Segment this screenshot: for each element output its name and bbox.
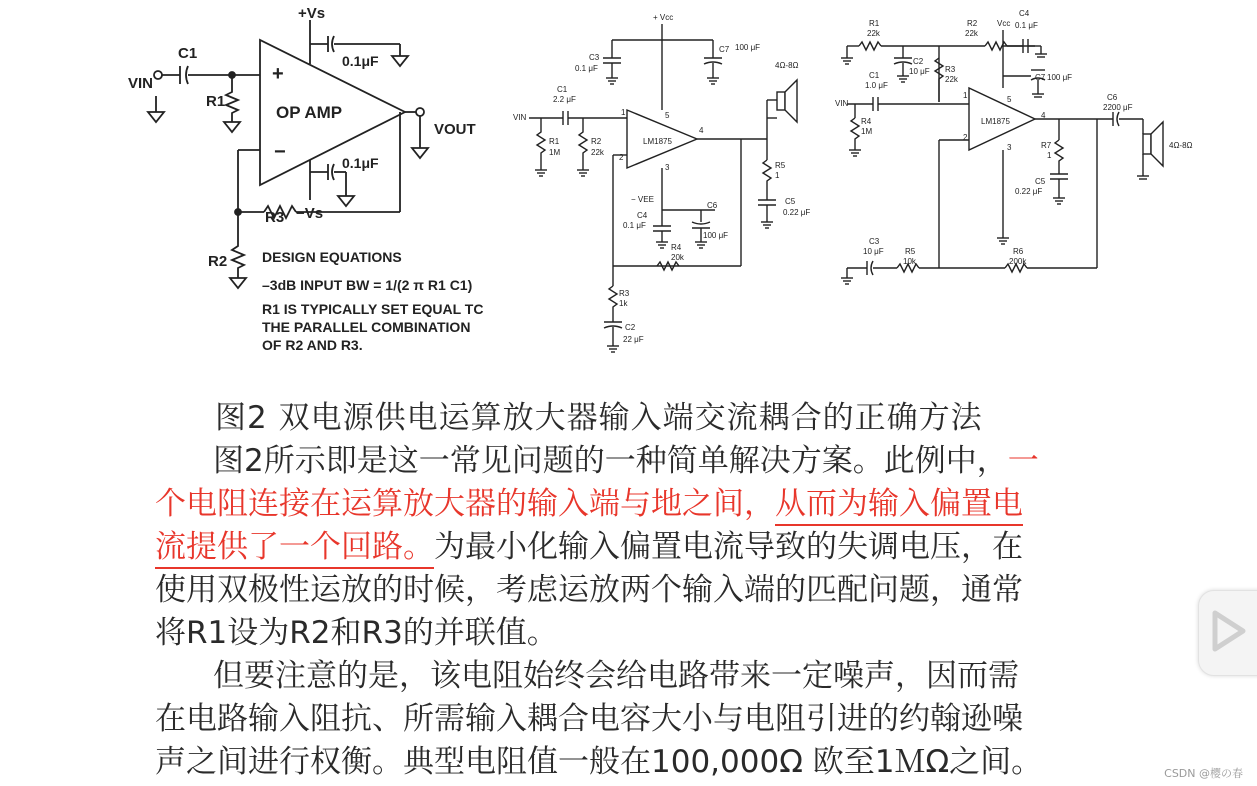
r3-label: R3 [945, 65, 956, 74]
para1-line1-highlight: 一 [1007, 443, 1039, 479]
c7-label: C7 [1035, 73, 1046, 82]
video-play-button[interactable] [1198, 590, 1257, 676]
r4-value: 20k [671, 253, 684, 262]
para1-line2-highlight: 个电阻连接在运算放大器的输入端与地之间， [155, 486, 775, 522]
c4-label: C4 [1019, 9, 1030, 18]
r4-label: R4 [861, 117, 872, 126]
eq-line1: –3dB INPUT BW = 1/(2 π R1 C1) [262, 277, 473, 293]
speaker-label: 4Ω-8Ω [775, 61, 799, 70]
vee-label: − VEE [631, 195, 654, 204]
r4-label: R4 [671, 243, 682, 252]
pin1: 1 [621, 108, 626, 117]
c4-value: 0.1 μF [623, 221, 646, 230]
r1-value: 1M [549, 148, 561, 157]
para1-line3-text: 为最小化输入偏置电流导致的失调电压，在 [434, 529, 1023, 565]
circuit-diagram-lm1875-single-supply [835, 0, 1195, 300]
circuit-diagram-lm1875-split-supply [505, 0, 825, 370]
c5-value: 0.22 μF [1015, 187, 1043, 196]
r1-label: R1 [869, 19, 880, 28]
r4-value: 1M [861, 127, 873, 136]
c6-label: C6 [1107, 93, 1118, 102]
c6-label: C6 [707, 201, 718, 210]
c3-value: 10 μF [863, 247, 884, 256]
r7-value: 1 [1047, 151, 1052, 160]
vout-label: VOUT [434, 121, 476, 138]
plus-sign: + [272, 63, 284, 85]
pin2: 2 [963, 133, 968, 142]
pin4: 4 [1041, 111, 1046, 120]
r7-label: R7 [1041, 141, 1052, 150]
c3-label: C3 [589, 53, 600, 62]
c2-value: 22 μF [623, 335, 644, 344]
para2-line1 [155, 655, 1155, 698]
pin2: 2 [619, 153, 624, 162]
r3-label: R3 [619, 289, 630, 298]
opamp-label: OP AMP [276, 103, 343, 122]
para1-line3-underlined: 流提供了一个回路。 [155, 529, 434, 569]
pin5: 5 [1007, 95, 1012, 104]
r5-value: 1 [775, 171, 780, 180]
c5-label: C5 [785, 197, 796, 206]
r1-value: 22k [867, 29, 880, 38]
vin-label: VIN [128, 75, 154, 92]
r6-value: 200k [1009, 257, 1027, 266]
speaker-label: 4Ω-8Ω [1169, 141, 1193, 150]
circuit-diagram-opamp-ac-coupling [120, 0, 520, 360]
vs-minus-label: −Vs [296, 205, 324, 222]
r5-value: 10k [903, 257, 916, 266]
c7-label: C7 [719, 45, 730, 54]
c2-value: 10 μF [909, 67, 930, 76]
r3-label: R3 [265, 209, 285, 226]
c7-value: 100 μF [735, 43, 761, 52]
eq-title: DESIGN EQUATIONS [262, 249, 402, 265]
eq-line4: OF R2 AND R3. [262, 337, 363, 353]
pin3: 3 [1007, 143, 1012, 152]
r2-label: R2 [208, 253, 228, 270]
vcc-label: Vcc [997, 19, 1011, 28]
play-icon [1209, 609, 1249, 653]
para1-line2 [155, 483, 1155, 526]
para2-line1-text: 但要注意的是，该电阻始终会给电路带来一定噪声，因而需 [213, 658, 1019, 694]
r3-value: 1k [619, 299, 628, 308]
c6-value: 2200 μF [1103, 103, 1133, 112]
c4-value: 0.1 μF [1015, 21, 1038, 30]
vin-label: VIN [513, 113, 527, 122]
c2-label: C2 [913, 57, 924, 66]
cap-bottom-label: 0.1μF [342, 155, 379, 171]
para2-line2: 在电路输入阻抗、所需输入耦合电容大小与电阻引进的约翰逊噪 [155, 701, 1023, 737]
c1-label: C1 [869, 71, 880, 80]
c3-label: C3 [869, 237, 880, 246]
eq-line3: THE PARALLEL COMBINATION [262, 319, 471, 335]
c7-value: 100 μF [1047, 73, 1073, 82]
r5-label: R5 [775, 161, 786, 170]
r1-label: R1 [206, 93, 226, 110]
para1-line5: 将R1设为R2和R3的并联值。 [155, 615, 558, 651]
para1-line1 [155, 440, 1155, 483]
r2-value: 22k [965, 29, 978, 38]
vs-plus-label: +Vs [298, 5, 326, 22]
pin5: 5 [665, 111, 670, 120]
eq-line2: R1 IS TYPICALLY SET EQUAL TC [262, 301, 484, 317]
c2-label: C2 [625, 323, 636, 332]
r3-value: 22k [945, 75, 958, 84]
r2-label: R2 [591, 137, 602, 146]
c1-value: 2.2 μF [553, 95, 576, 104]
para1-line2-underlined: 从而为输入偏置电 [775, 486, 1023, 526]
c5-label: C5 [1035, 177, 1046, 186]
c6-value: 100 μF [703, 231, 729, 240]
c1-value: 1.0 μF [865, 81, 888, 90]
c3-value: 0.1 μF [575, 64, 598, 73]
vin-label: VIN [835, 99, 849, 108]
lm1875-label: LM1875 [643, 137, 672, 146]
para1-line3 [155, 526, 1155, 569]
para1-line4: 使用双极性运放的时候，考虑运放两个输入端的匹配问题，通常 [155, 572, 1023, 608]
lm1875-label: LM1875 [981, 117, 1010, 126]
cap-top-label: 0.1μF [342, 53, 379, 69]
r2-label: R2 [967, 19, 978, 28]
para1-line1-text: 图2所示即是这一常见问题的一种简单解决方案。此例中， [213, 443, 1008, 479]
para2-line3: 声之间进行权衡。典型电阻值一般在100,000Ω 欧至1ＭΩ之间。 [155, 744, 1043, 780]
c1-label: C1 [557, 85, 568, 94]
r5-label: R5 [905, 247, 916, 256]
r6-label: R6 [1013, 247, 1024, 256]
vcc-label: + Vcc [653, 13, 674, 22]
csdn-watermark: CSDN @樱の春 [1164, 767, 1243, 780]
c4-label: C4 [637, 211, 648, 220]
c5-value: 0.22 μF [783, 208, 811, 217]
r1-label: R1 [549, 137, 560, 146]
figure-caption: 图2 双电源供电运算放大器输入端交流耦合的正确方法 [215, 400, 983, 436]
r2-value: 22k [591, 148, 604, 157]
minus-sign: − [274, 141, 286, 163]
pin4: 4 [699, 126, 704, 135]
c1-label: C1 [178, 45, 198, 62]
pin1: 1 [963, 91, 968, 100]
pin3: 3 [665, 163, 670, 172]
paragraph-1 [155, 440, 1155, 655]
paragraph-2 [155, 655, 1155, 784]
